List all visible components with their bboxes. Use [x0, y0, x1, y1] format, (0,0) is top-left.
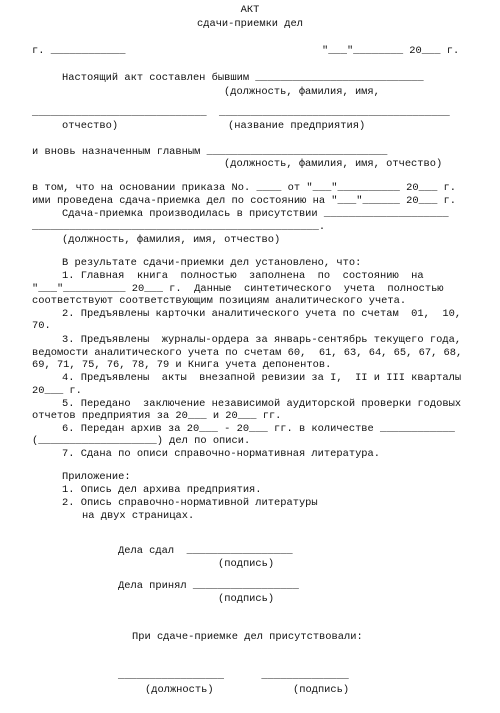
presence-caption: (должность, фамилия, имя, отчество) — [62, 234, 281, 246]
document-title: АКТ — [240, 4, 260, 16]
finding-3-line-3: 69, 71, 75, 76, 78, 79 и Книга учета депонентов. — [32, 359, 332, 371]
finding-5-line-1: 5. Передано заключение независимой аудиторской проверки годовых — [62, 398, 462, 410]
appendix-heading: Приложение: — [62, 471, 131, 483]
appendix-item-2-continuation: на двух страницах. — [82, 510, 195, 522]
city-field: г. ____________ — [32, 45, 126, 57]
drafted-by-line: Настоящий акт составлен бывшим ___________________________ — [62, 72, 424, 84]
handed-over-signature-line: Дела сдал _________________ — [118, 545, 293, 557]
position-caption: (должность) — [145, 684, 214, 696]
appendix-item-2: 2. Опись справочно-нормативной литературы — [62, 497, 318, 509]
finding-4-line-2: 20___ г. — [32, 385, 82, 397]
commission-heading: При сдаче-приемке дел присутствовали: — [132, 631, 363, 643]
presence-line: Сдача-приемка производилась в присутствии ____________________ — [62, 208, 449, 220]
commission-signature-line: _________________ ______________ — [118, 670, 349, 682]
document-subtitle: сдачи-приемки дел — [196, 18, 303, 30]
patronymic-caption: отчество) — [62, 120, 119, 132]
date-field: "___"________ 20___ г. — [322, 45, 460, 57]
order-line: в том, что на основании приказа No. ____ от "___"__________ 20___ г. — [32, 182, 457, 194]
received-caption: (подпись) — [218, 593, 275, 605]
finding-1-line-1: 1. Главная книга полностью заполнена по состоянию на — [62, 270, 424, 282]
finding-1-line-2: "___"__________ 20___ г. Данные синтетического учета полностью — [32, 283, 444, 295]
finding-4-line-1: 4. Предъявлены акты внезапной ревизии за I, II и III кварталы — [62, 372, 462, 384]
finding-3-line-2: ведомости аналитического учета по счетам 60, 61, 63, 64, 65, 67, 68, — [32, 347, 463, 359]
appendix-item-1: 1. Опись дел архива предприятия. — [62, 484, 262, 496]
status-date-line: ими проведена сдача-приемка дел по состоянию на "___"______ 20___ г. — [32, 195, 457, 207]
findings-intro: В результате сдачи-приемки дел установлено, что: — [62, 257, 362, 269]
finding-6-line-2: (___________________) дел по описи. — [32, 435, 251, 447]
finding-1-line-3: соответствуют соответствующим позициям аналитического учета. — [32, 295, 407, 307]
handed-over-caption: (подпись) — [218, 558, 275, 570]
appointed-caption: (должность, фамилия, имя, отчество) — [224, 158, 443, 170]
drafted-by-caption: (должность, фамилия, имя, — [224, 86, 380, 98]
finding-3-line-1: 3. Предъявлены журналы-ордера за январь-сентябрь текущего года, — [62, 334, 462, 346]
finding-2-line-1: 2. Предъявлены карточки аналитического учета по счетам 01, 10, — [62, 308, 462, 320]
finding-2-line-2: 70. — [32, 320, 51, 332]
received-signature-line: Дела принял _________________ — [118, 580, 299, 592]
signature-caption: (подпись) — [293, 684, 350, 696]
presence-continuation: ______________________________________________. — [32, 221, 326, 233]
appointed-line: и вновь назначенным главным _____________________________ — [32, 146, 388, 158]
company-caption: (название предприятия) — [228, 120, 366, 132]
finding-7-line-1: 7. Сдана по описи справочно-нормативная литература. — [62, 448, 381, 460]
patronymic-company-line: ____________________________ _____________________________________ — [32, 107, 450, 119]
finding-6-line-1: 6. Передан архив за 20___ - 20___ гг. в количестве ____________ — [62, 423, 455, 435]
finding-5-line-2: отчетов предприятия за 20___ и 20___ гг. — [32, 410, 282, 422]
